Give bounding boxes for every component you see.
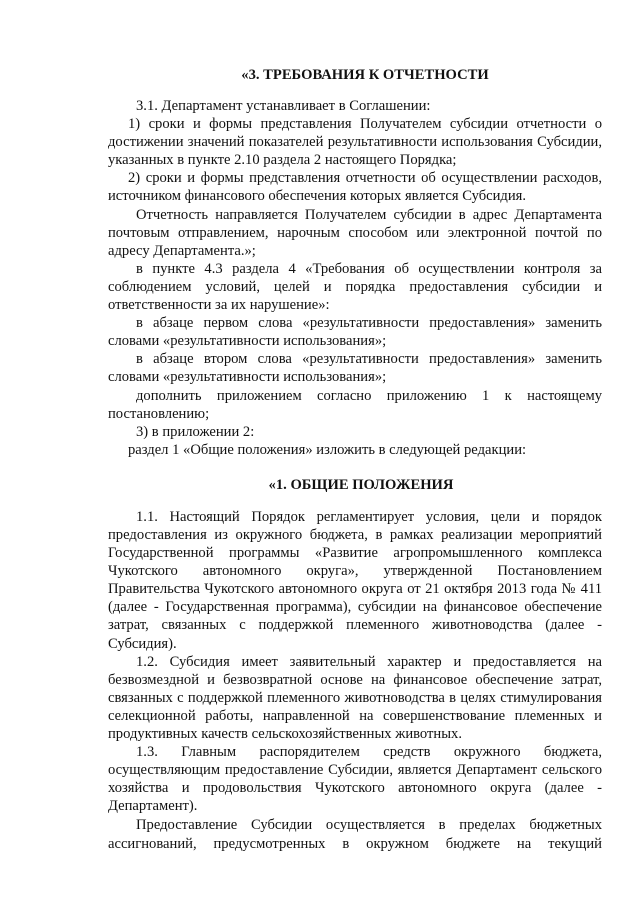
paragraph-1-3: 1.3. Главным распорядителем средств окружного бюджета, осуществляющим предоставление Субсидии, является Департамент сельского хозяйства и продовольствия Чукотского автономного округа (далее - Департамент). bbox=[108, 744, 602, 815]
paragraph-first-abzac: в абзаце первом слова «результативности предоставления» заменить словами «результативности использования»; bbox=[108, 315, 602, 350]
paragraph-1-2: 1.2. Субсидия имеет заявительный характер и предоставляется на безвозмездной и безвозвратной основе на финансовое обеспечение затрат, связанных с поддержкой племенного животноводства в целях стимулирования селекционной работы, направленной на совершенствование племенных и продуктивных качеств сельскохозяйственных животных. bbox=[108, 653, 602, 742]
section-3-heading: «3. ТРЕБОВАНИЯ К ОТЧЕТНОСТИ bbox=[241, 67, 489, 83]
paragraph-3-1: 3.1. Департамент устанавливает в Соглашении: bbox=[136, 98, 431, 114]
document-page bbox=[108, 66, 602, 853]
paragraph-3-1-item-1: 1) сроки и формы представления Получателем субсидии отчетности о достижении значений показателей результативности использования Субсидии, указанных в пункте 2.10 раздела 2 настоящего Порядка; bbox=[108, 116, 602, 169]
paragraph-3-1-item-2: 2) сроки и формы представления отчетности об осуществлении расходов, источником финансового обеспечения которых является Субсидия. bbox=[108, 170, 602, 205]
paragraph-second-abzac: в абзаце втором слова «результативности предоставления» заменить словами «результативности использования»; bbox=[108, 351, 602, 386]
paragraph-reporting-address: Отчетность направляется Получателем субсидии в адрес Департамента почтовым отправлением, нарочным способом или электронной почтой по адресу Департамента.»; bbox=[108, 206, 602, 259]
paragraph-add-appendix: дополнить приложением согласно приложению 1 к настоящему постановлению; bbox=[108, 387, 602, 422]
section-1-heading: «1. ОБЩИЕ ПОЛОЖЕНИЯ bbox=[268, 476, 454, 493]
paragraph-budget-limits: Предоставление Субсидии осуществляется в пределах бюджетных ассигнований, предусмотренных в окружном бюджете на текущий bbox=[108, 817, 602, 852]
paragraph-1-1: 1.1. Настоящий Порядок регламентирует условия, цели и порядок предоставления из окружного бюджета, в рамках реализации мероприятий Государственной программы «Развитие агропромышленного комплекса Чукотского автономного округа», утвержденной Постановлением Правительства Чукотского автономного округа от 21 октября 2013 года № 411 (далее - Государственная программа), субсидии на финансовое обеспечение затрат, связанных с поддержкой племенного животноводства (далее - Субсидия). bbox=[108, 508, 602, 652]
paragraph-section-1-new: раздел 1 «Общие положения» изложить в следующей редакции: bbox=[128, 441, 527, 458]
paragraph-item-4-3: в пункте 4.3 раздела 4 «Требования об осуществлении контроля за соблюдением условий, целей и порядка предоставления субсидии и ответственности за их нарушение»: bbox=[108, 260, 602, 314]
paragraph-appendix-2: 3) в приложении 2: bbox=[136, 423, 255, 440]
